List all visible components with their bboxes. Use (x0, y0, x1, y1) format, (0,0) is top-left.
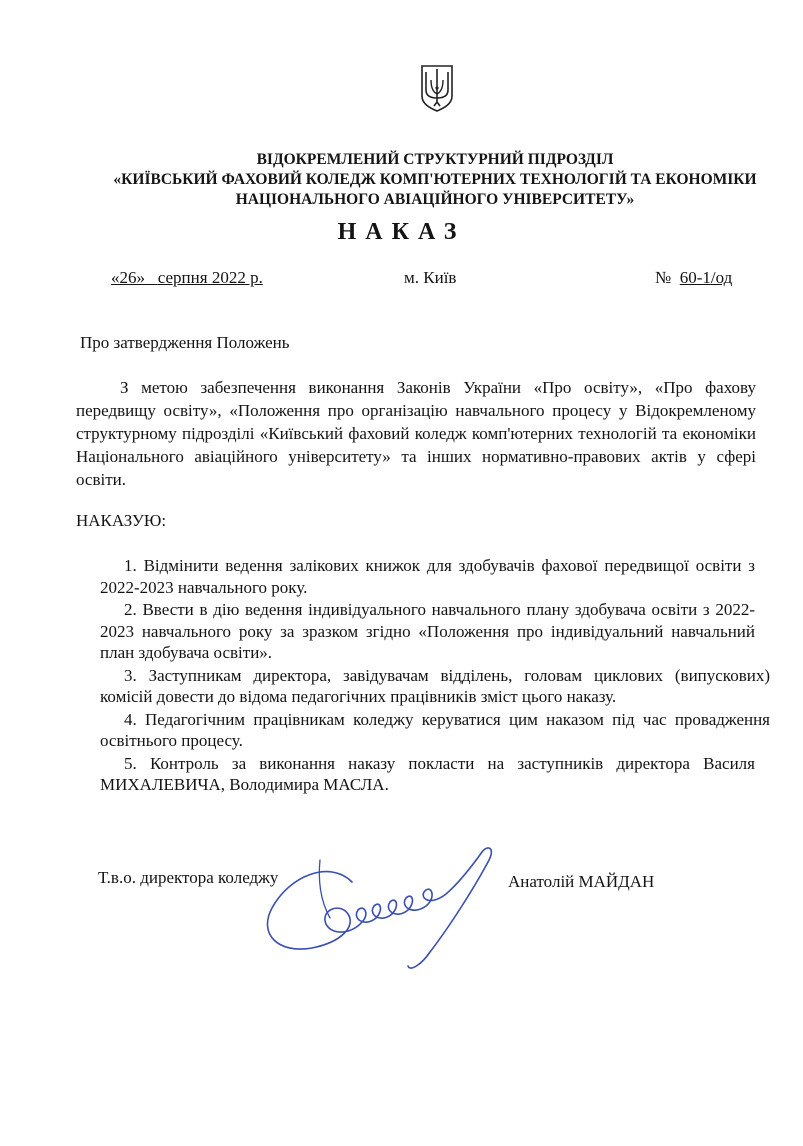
order-subject: Про затвердження Положень (80, 333, 290, 352)
order-number-value: 60-1/од (679, 268, 733, 287)
order-item-1: 1. Відмінити ведення залікових книжок для здобувачів фахової передвищої освіти з 2022-2023 навчального року. (100, 556, 755, 597)
order-items (100, 555, 770, 797)
order-item-2: 2. Ввести в дію ведення індивідуального навчального плану здобувача освіти з 2022-2023 навчального року за зразком згідно «Положення про індивідуальний навчальний план здобувача освіти». (100, 600, 755, 662)
handwritten-signature (260, 830, 510, 980)
order-item-4: 4. Педагогічним працівникам коледжу керуватися цим наказом під час провадження освітнього процесу. (100, 709, 770, 750)
header-line-3: НАЦІОНАЛЬНОГО АВІАЦІЙНОГО УНІВЕРСИТЕТУ» (235, 191, 635, 208)
signatory-title: Т.в.о. директора коледжу (98, 868, 279, 887)
order-item-5: 5. Контроль за виконання наказу покласти на заступників директора Василя МИХАЛЕВИЧА, Володимира МАСЛА. (100, 753, 755, 794)
order-date-month-year: серпня 2022 р. (157, 268, 263, 287)
preamble-text: З метою забезпечення виконання Законів України «Про освіту», «Про фахову передвищу освіту», «Положення про організацію навчального процесу у Відокремленому структурному підрозділі «Київський фаховий коледж комп'ютерних технологій та економіки Національного авіаційного університету» та інших нормативно-правових актів у сфері освіти. (76, 378, 756, 489)
header-line-2: «КИЇВСЬКИЙ ФАХОВИЙ КОЛЕДЖ КОМП'ЮТЕРНИХ ТЕХНОЛОГІЙ ТА ЕКОНОМІКИ (113, 171, 757, 188)
order-word: НАКАЗУЮ: (76, 511, 167, 530)
order-number-sign: № (655, 268, 672, 287)
organization-header (100, 150, 770, 210)
preamble (76, 376, 756, 491)
order-item-3: 3. Заступникам директора, завідувачам відділень, головам циклових (випускових) комісій довести до відома педагогічних працівників зміст цього наказу. (100, 665, 770, 706)
order-city: м. Київ (404, 268, 457, 287)
order-date (111, 268, 263, 288)
header-line-1: ВІДОКРЕМЛЕНИЙ СТРУКТУРНИЙ ПІДРОЗДІЛ (256, 151, 614, 168)
trident-emblem-icon (419, 62, 455, 112)
document-title: НАКАЗ (337, 219, 466, 245)
signatory-name: Анатолій МАЙДАН (508, 872, 655, 891)
order-number (655, 268, 732, 288)
order-date-day: «26» (111, 268, 145, 287)
